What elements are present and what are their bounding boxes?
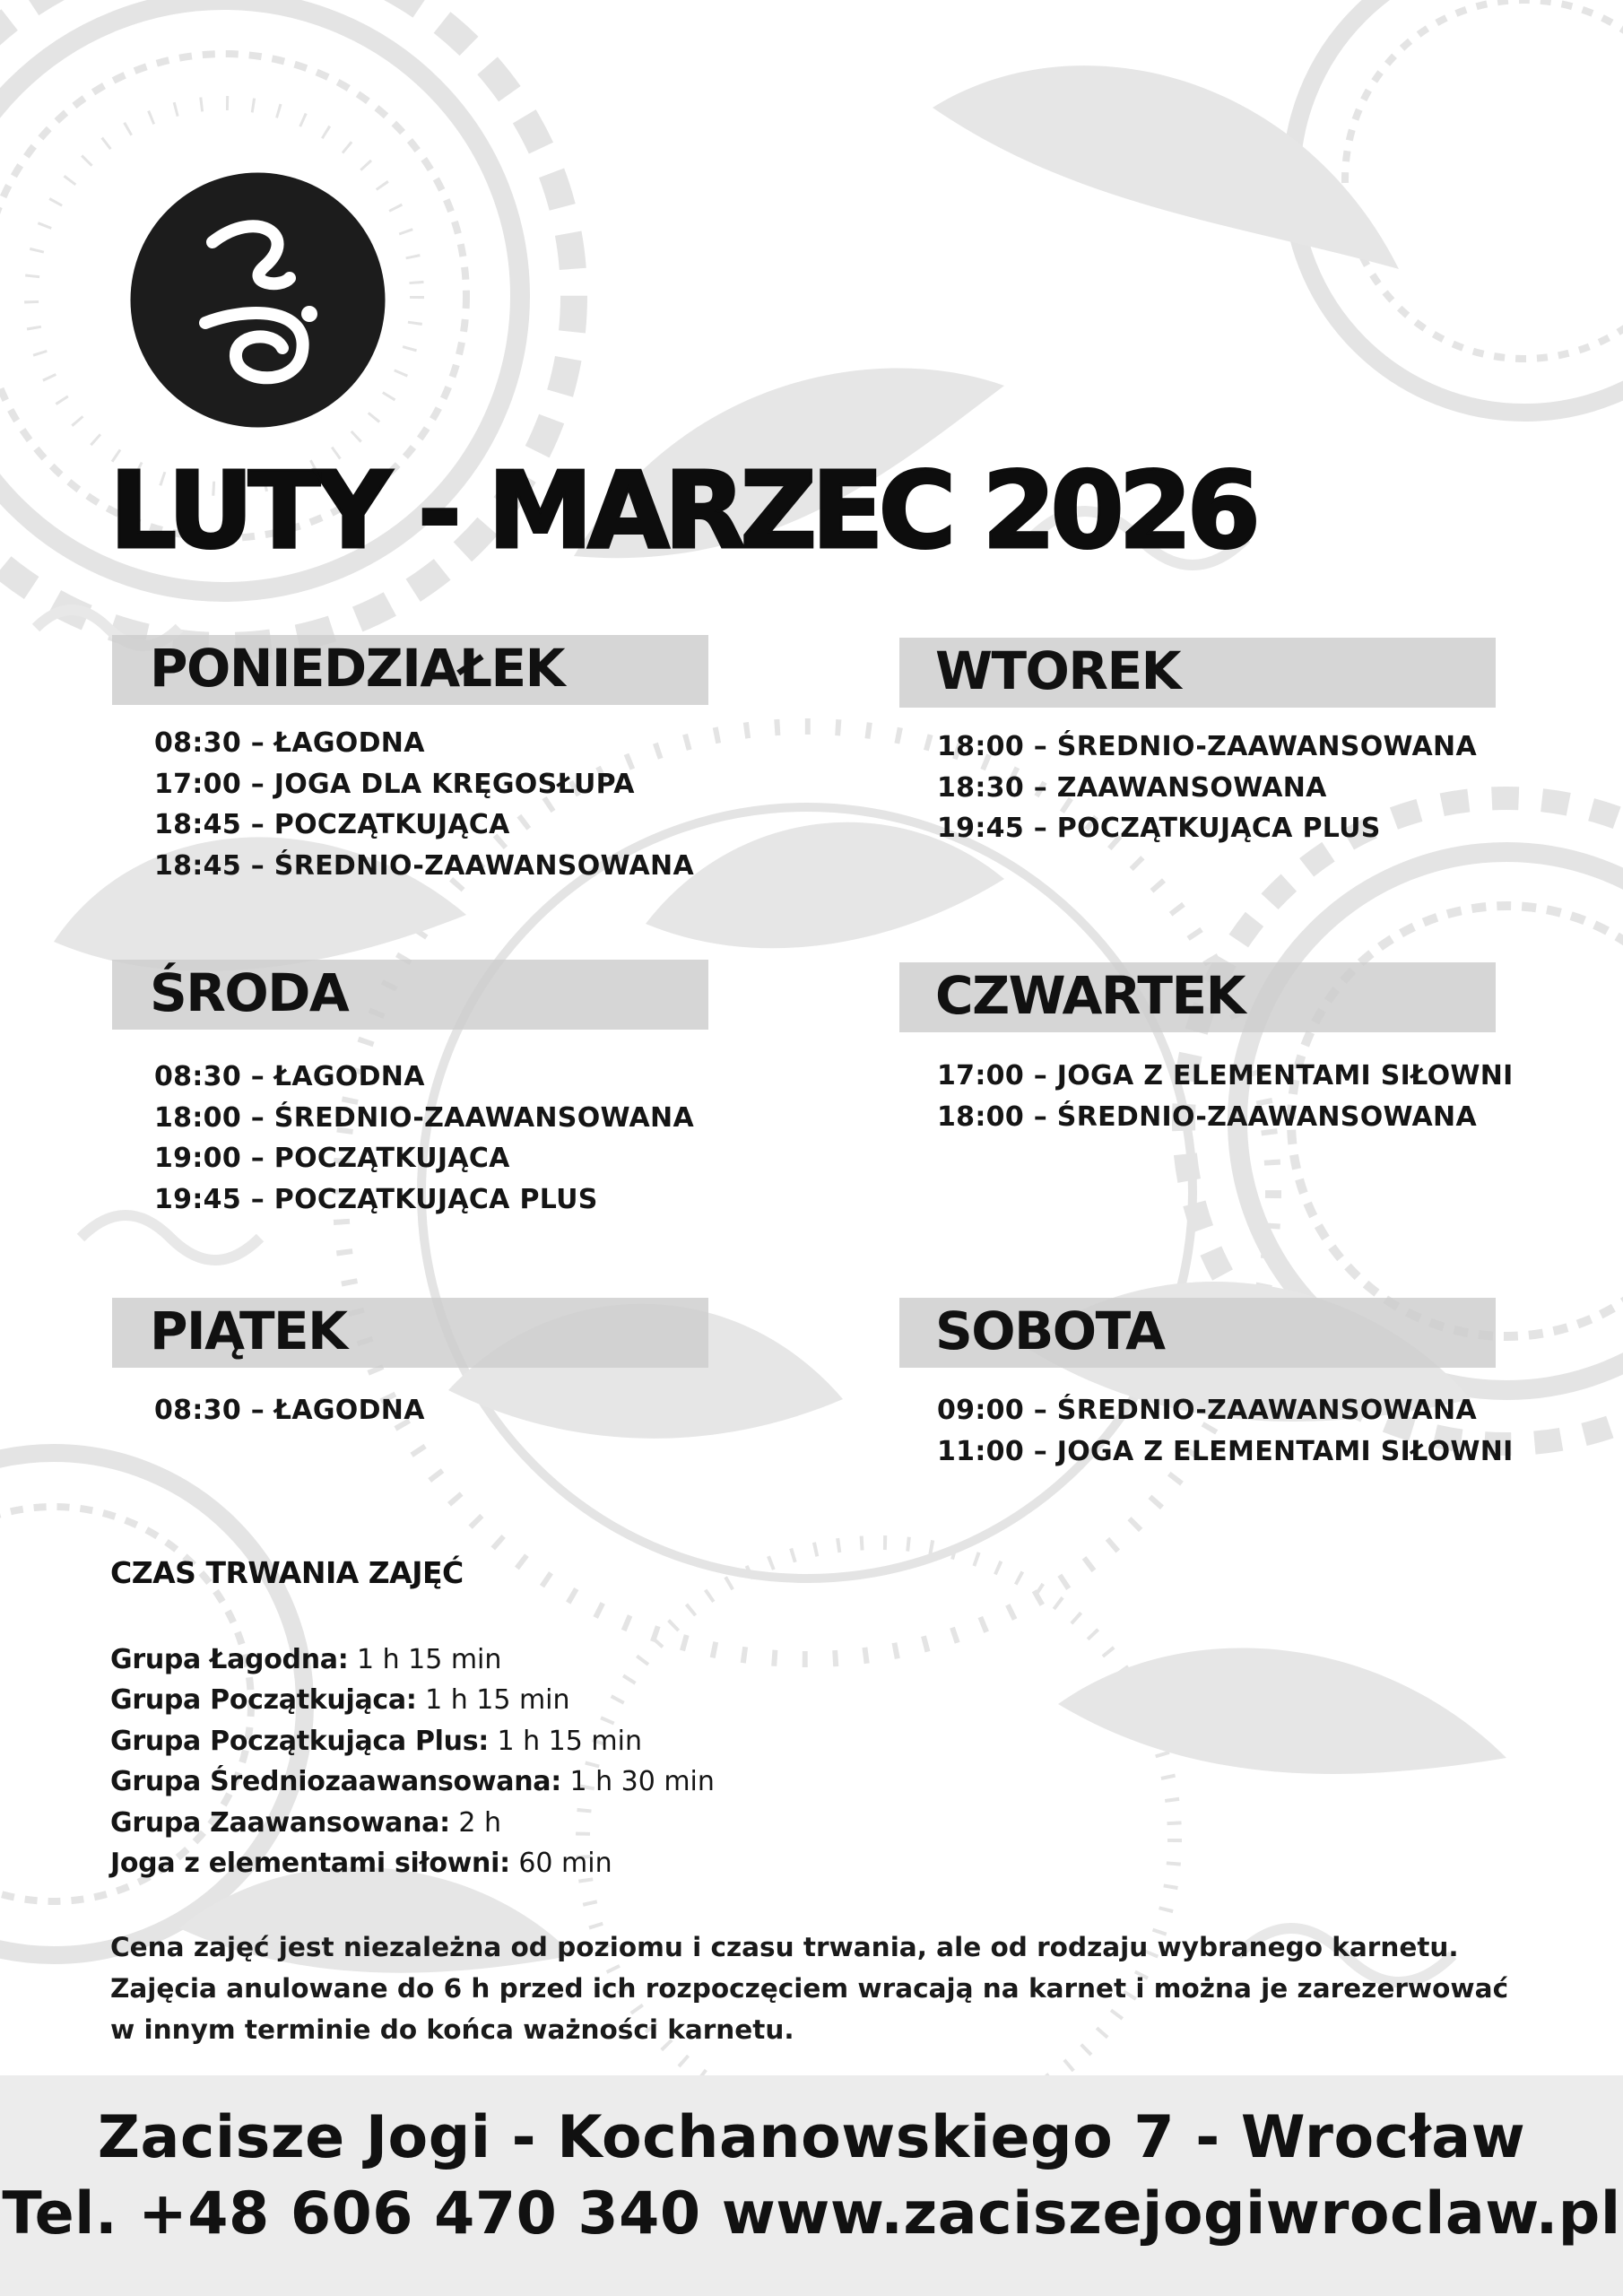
session-item: 19:45 – POCZĄTKUJĄCA PLUS	[154, 1183, 598, 1215]
session-item: 09:00 – ŚREDNIO-ZAAWANSOWANA	[937, 1395, 1477, 1426]
session-list	[154, 1057, 694, 1220]
session-item: 19:45 – POCZĄTKUJĄCA PLUS	[937, 813, 1381, 844]
session-item: 18:00 – ŚREDNIO-ZAAWANSOWANA	[154, 1101, 694, 1134]
day-name: SOBOTA	[935, 1300, 1165, 1361]
session-item: 17:00 – JOGA Z ELEMENTAMI SIŁOWNI	[937, 1060, 1514, 1091]
duration-item: Grupa Średniozaawansowana: 1 h 30 min	[110, 1766, 715, 1798]
session-item: 08:30 – ŁAGODNA	[154, 1395, 425, 1426]
note-line: Zajęcia anulowane do 6 h przed ich rozpoczęciem wracają na karnet i można je zarezerwować	[110, 1973, 1509, 2004]
day-name: CZWARTEK	[935, 965, 1245, 1026]
session-item: 18:00 – ŚREDNIO-ZAAWANSOWANA	[937, 731, 1477, 762]
session-item: 11:00 – JOGA Z ELEMENTAMI SIŁOWNI	[937, 1435, 1514, 1467]
session-item: 18:45 – POCZĄTKUJĄCA	[154, 809, 510, 840]
day-name: PONIEDZIAŁEK	[150, 638, 565, 699]
session-item: 18:45 – ŚREDNIO-ZAAWANSOWANA	[154, 849, 694, 882]
session-item: 08:30 – ŁAGODNA	[154, 727, 425, 759]
footer-phone-website: Tel. +48 606 470 340 www.zaciszejogiwroclaw.pl	[2, 2180, 1621, 2248]
session-list	[937, 726, 1477, 849]
session-list	[154, 1390, 425, 1431]
session-item: 19:00 – POCZĄTKUJĄCA	[154, 1143, 510, 1174]
note-line: Cena zajęć jest niezależna od poziomu i czasu trwania, ale od rodzaju wybranego karnetu.	[110, 1932, 1459, 1962]
session-list	[937, 1390, 1514, 1472]
day-name: WTOREK	[935, 640, 1181, 701]
session-item: 18:00 – ŚREDNIO-ZAAWANSOWANA	[937, 1100, 1477, 1133]
duration-item: Grupa Zaawansowana: 2 h	[110, 1806, 502, 1839]
footer-contact-bar	[0, 2075, 1623, 2296]
day-name: PIĄTEK	[150, 1300, 347, 1361]
session-item: 08:30 – ŁAGODNA	[154, 1061, 425, 1092]
duration-item: Joga z elementami siłowni: 60 min	[110, 1848, 612, 1880]
session-item: 18:30 – ZAAWANSOWANA	[937, 771, 1327, 804]
schedule-title: LUTY - MARZEC 2026	[109, 448, 1255, 572]
note-line: w innym terminie do końca ważności karnetu.	[110, 2014, 794, 2045]
zacisze-jogi-logo-icon	[130, 172, 386, 428]
duration-list	[110, 1639, 715, 1883]
duration-item: Grupa Łagodna: 1 h 15 min	[110, 1644, 502, 1675]
duration-item: Grupa Początkująca: 1 h 15 min	[110, 1684, 570, 1717]
day-name: ŚRODA	[150, 962, 349, 1023]
footer-address: Zacisze Jogi - Kochanowskiego 7 - Wrocław	[97, 2104, 1526, 2171]
session-item: 17:00 – JOGA DLA KRĘGOSŁUPA	[154, 768, 635, 800]
duration-item: Grupa Początkująca Plus: 1 h 15 min	[110, 1725, 642, 1757]
session-list	[937, 1056, 1514, 1137]
session-list	[154, 723, 694, 886]
pricing-note	[110, 1926, 1508, 2050]
duration-section-title: CZAS TRWANIA ZAJĘĆ	[110, 1555, 464, 1590]
